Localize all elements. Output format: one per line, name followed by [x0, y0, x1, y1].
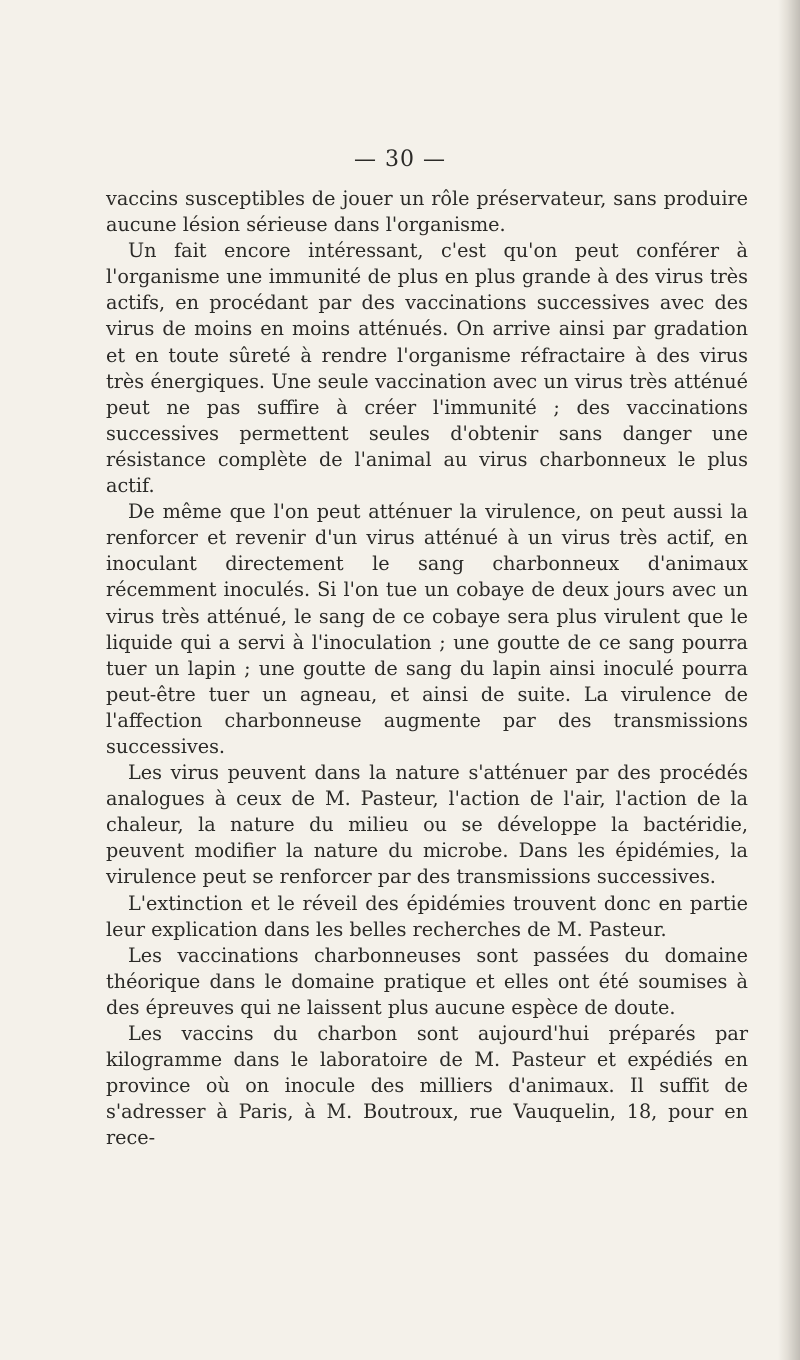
paragraph-6: Les vaccinations charbonneuses sont passées du domaine théorique dans le domaine pratique et elles ont été soumises à des épreuves qui ne laissent plus aucune espèce de doute. [106, 943, 748, 1019]
paragraph-7: Les vaccins du charbon sont aujourd'hui préparés par kilogramme dans le laboratoire de M. Pasteur et expédiés en province où on inocule des milliers d'animaux. Il suffit de s'adresser à Paris, à M. Boutroux, rue Vauquelin, 18, pour en rece- [106, 1022, 748, 1150]
page-edge-shadow [778, 0, 800, 1360]
paragraph-1: vaccins susceptibles de jouer un rôle préservateur, sans produire aucune lésion sérieuse dans l'organisme. [106, 187, 748, 237]
body-text [106, 186, 748, 1151]
paragraph-3: De même que l'on peut atténuer la virulence, on peut aussi la renforcer et revenir d'un virus atténué à un virus très actif, en inoculant directement le sang charbonneux d'animaux récemment inoculés. Si l'on tue un cobaye de deux jours avec un virus très atténué, le sang de ce cobaye sera plus virulent que le liquide qui a servi à l'inoculation ; une goutte de ce sang pourra tuer un lapin ; une goutte de sang du lapin ainsi inoculé pourra peut-être tuer un agneau, et ainsi de suite. La virulence de l'affection charbonneuse augmente par des transmissions successives. [106, 500, 748, 758]
paragraph-5: L'extinction et le réveil des épidémies trouvent donc en partie leur explication dans les belles recherches de M. Pasteur. [106, 891, 748, 941]
page-number: — 30 — [354, 147, 446, 172]
paragraph-2: Un fait encore intéressant, c'est qu'on peut conférer à l'organisme une immunité de plus en plus grande à des virus très actifs, en procédant par des vaccinations successives avec des virus de moins en moins atténués. On arrive ainsi par gradation et en toute sûreté à rendre l'organisme réfractaire à des virus très énergiques. Une seule vaccination avec un virus très atténué peut ne pas suffire à créer l'immunité ; des vaccinations successives permettent seules d'obtenir sans danger une résistance complète de l'animal au virus charbonneux le plus actif. [106, 239, 748, 498]
paragraph-4: Les virus peuvent dans la nature s'atténuer par des procédés analogues à ceux de M. Pasteur, l'action de l'air, l'action de la chaleur, la nature du milieu ou se développe la bactéridie, peuvent modifier la nature du microbe. Dans les épidémies, la virulence peut se renforcer par des transmissions successives. [106, 761, 748, 889]
